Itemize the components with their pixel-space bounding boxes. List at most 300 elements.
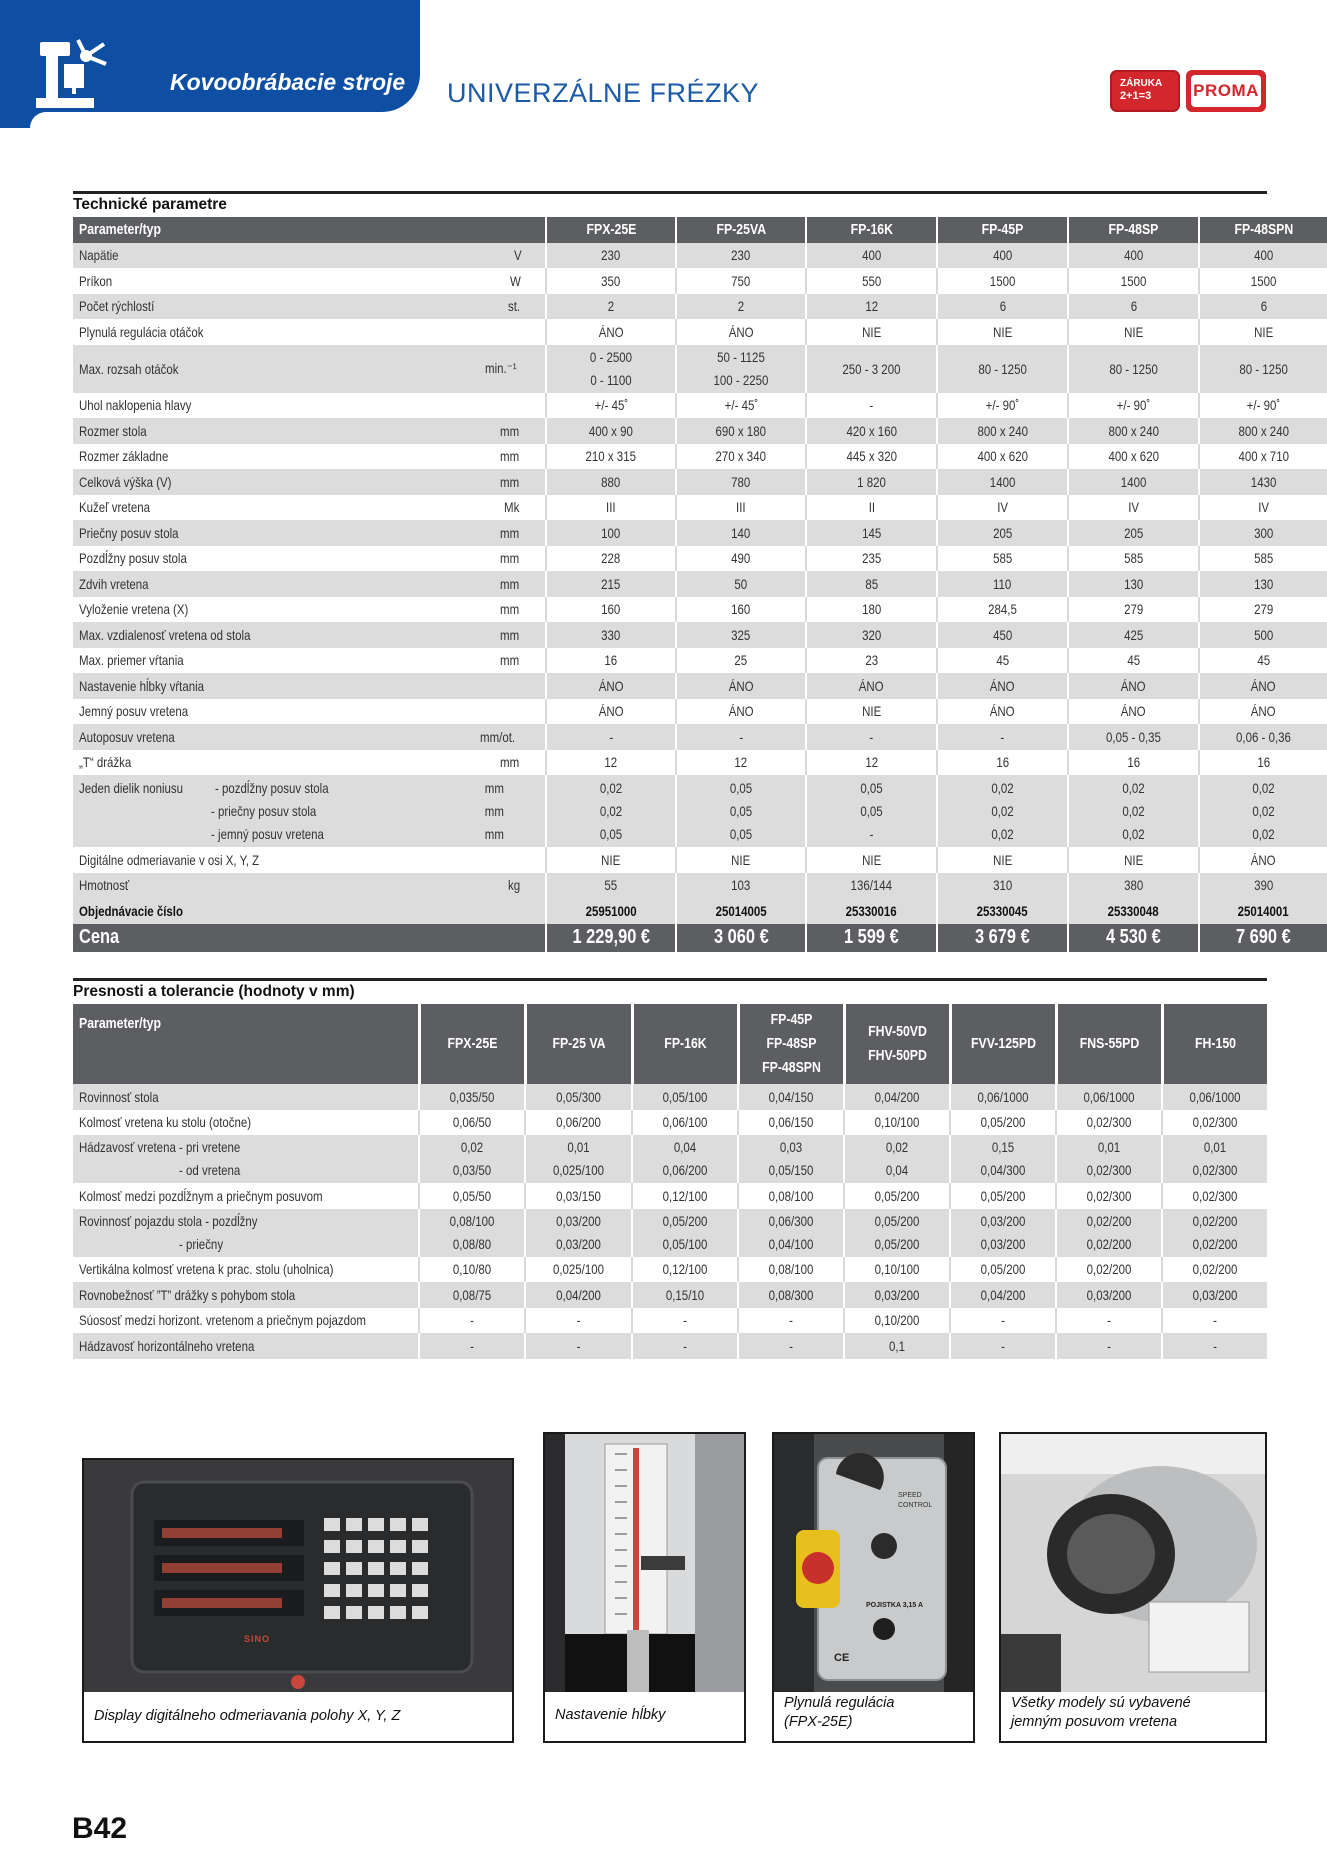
value-cell bbox=[1198, 345, 1327, 393]
value-text: 0,05 bbox=[860, 802, 883, 819]
header-param-label-text: Parameter/typ bbox=[79, 1015, 162, 1032]
table-row bbox=[73, 1110, 1267, 1136]
value-text: - bbox=[683, 1337, 687, 1354]
param-label-text: Digitálne odmeriavanie v osi X, Y, Z bbox=[79, 851, 260, 868]
value-text: 0 - 2500 bbox=[589, 348, 633, 365]
param-label bbox=[73, 775, 413, 847]
value-text: 0,05/50 bbox=[452, 1187, 492, 1204]
value-text: +/- 90˚ bbox=[985, 397, 1020, 414]
param-label bbox=[73, 1110, 418, 1136]
value-cell bbox=[737, 1183, 843, 1209]
value-cell bbox=[418, 1257, 524, 1283]
value-text: ÁNO bbox=[598, 703, 624, 720]
value-text: 400 x 620 bbox=[1108, 448, 1159, 465]
param-label bbox=[73, 648, 413, 674]
param-unit-text: mm bbox=[484, 779, 504, 796]
param-unit bbox=[413, 724, 545, 750]
value-cell bbox=[1067, 648, 1198, 674]
value-text: 0,03/200 bbox=[556, 1235, 601, 1252]
value-text: 23 bbox=[865, 652, 878, 669]
value-text: 0,12/100 bbox=[662, 1187, 708, 1204]
param-unit bbox=[413, 444, 545, 470]
param-unit-text: V bbox=[513, 247, 522, 264]
value-cell bbox=[1198, 319, 1327, 345]
value-text: 0,04/150 bbox=[768, 1088, 814, 1105]
value-cell bbox=[737, 1333, 843, 1359]
value-cell bbox=[675, 673, 805, 699]
value-cell bbox=[675, 546, 805, 572]
value-cell bbox=[1067, 243, 1198, 269]
value-text: 0,02 bbox=[1122, 779, 1145, 796]
param-unit-text: mm bbox=[499, 626, 519, 643]
param-label bbox=[73, 294, 413, 320]
param-label bbox=[73, 495, 413, 521]
value-text: 1400 bbox=[989, 473, 1016, 490]
value-cell bbox=[1067, 724, 1198, 750]
value-text: 0,06/200 bbox=[662, 1162, 708, 1178]
value-text: - bbox=[470, 1312, 474, 1329]
value-cell bbox=[1198, 294, 1327, 320]
value-text: 250 - 3 200 bbox=[842, 360, 901, 377]
value-text: - bbox=[1213, 1337, 1217, 1354]
value-cell bbox=[1198, 393, 1327, 419]
value-text: - bbox=[739, 728, 743, 745]
value-text: 750 bbox=[731, 272, 751, 289]
value-text: 585 bbox=[992, 550, 1013, 567]
value-text: ÁNO bbox=[1251, 851, 1276, 868]
model-header-text: FP-45P bbox=[770, 1011, 813, 1028]
order-number-text: 25330016 bbox=[845, 902, 898, 919]
value-cell bbox=[1198, 648, 1327, 674]
value-text: 0,10/100 bbox=[874, 1114, 920, 1131]
value-cell bbox=[545, 673, 675, 699]
value-cell bbox=[524, 1308, 631, 1334]
value-text: 0,06/100 bbox=[662, 1114, 708, 1131]
value-cell bbox=[1055, 1257, 1161, 1283]
value-text: 110 bbox=[993, 575, 1012, 592]
value-cell bbox=[631, 1282, 737, 1308]
param-label-text: Max. priemer vŕtania bbox=[79, 652, 184, 669]
value-text: 0,03/50 bbox=[452, 1162, 492, 1178]
param-label bbox=[73, 1257, 418, 1283]
param-unit bbox=[413, 469, 545, 495]
value-cell bbox=[524, 1183, 631, 1209]
param-label-text: Vyloženie vretena (X) bbox=[79, 601, 189, 618]
param-label-text: Autoposuv vretena bbox=[79, 728, 175, 745]
value-cell bbox=[1067, 393, 1198, 419]
param-label-text: Hádzavosť horizontálneho vretena bbox=[79, 1337, 255, 1354]
value-cell bbox=[1161, 1183, 1267, 1209]
value-cell bbox=[631, 1308, 737, 1334]
table-row bbox=[73, 294, 1327, 320]
value-cell bbox=[1161, 1333, 1267, 1359]
value-text: 0,02 bbox=[991, 802, 1014, 819]
value-cell bbox=[545, 319, 675, 345]
price-label bbox=[73, 924, 545, 952]
value-text: 0,06/1000 bbox=[1083, 1088, 1135, 1105]
value-cell bbox=[805, 268, 936, 294]
value-cell bbox=[1198, 243, 1327, 269]
value-text: 0,04 bbox=[673, 1139, 697, 1155]
value-text: 0,01 bbox=[567, 1139, 590, 1155]
param-label bbox=[73, 520, 413, 546]
value-text: - bbox=[1001, 1337, 1005, 1354]
value-text: 0,04/300 bbox=[980, 1162, 1026, 1178]
table-row bbox=[73, 444, 1327, 470]
value-cell bbox=[936, 243, 1067, 269]
value-cell bbox=[1198, 571, 1327, 597]
value-cell bbox=[936, 622, 1067, 648]
value-text: 180 bbox=[861, 601, 882, 618]
value-text: 0,03/200 bbox=[556, 1212, 601, 1229]
value-cell bbox=[949, 1183, 1055, 1209]
param-label-text: Rozmer základne bbox=[79, 448, 169, 465]
value-text: 0,10/80 bbox=[452, 1261, 492, 1278]
value-text: 103 bbox=[731, 877, 751, 894]
value-cell bbox=[675, 622, 805, 648]
value-text: ÁNO bbox=[1251, 703, 1276, 720]
value-text: - bbox=[869, 728, 874, 745]
value-text: - bbox=[869, 397, 874, 414]
param-unit-text: mm bbox=[499, 524, 519, 541]
price-value bbox=[1067, 924, 1198, 952]
value-cell bbox=[805, 750, 936, 776]
value-cell bbox=[545, 750, 675, 776]
value-cell bbox=[1067, 268, 1198, 294]
value-cell bbox=[936, 873, 1067, 899]
value-cell bbox=[1161, 1209, 1267, 1257]
value-cell bbox=[805, 648, 936, 674]
value-text: 0,05/200 bbox=[980, 1261, 1026, 1278]
value-cell bbox=[936, 673, 1067, 699]
value-cell bbox=[675, 469, 805, 495]
value-text: 1400 bbox=[1120, 473, 1147, 490]
table-row bbox=[73, 546, 1327, 572]
value-cell bbox=[631, 1110, 737, 1136]
table-row bbox=[73, 268, 1327, 294]
page-number: B42 bbox=[72, 1812, 128, 1845]
value-text: 12 bbox=[604, 754, 618, 771]
param-label bbox=[73, 243, 413, 269]
param-unit bbox=[413, 622, 545, 648]
value-text: 0,02/200 bbox=[1192, 1235, 1238, 1252]
value-text: 80 - 1250 bbox=[1239, 360, 1288, 377]
table-row bbox=[73, 1135, 1267, 1183]
value-cell bbox=[545, 847, 675, 873]
value-text: 0,02/300 bbox=[1086, 1114, 1132, 1131]
value-text: 0,02 bbox=[1122, 825, 1145, 842]
value-text: - bbox=[576, 1312, 581, 1329]
value-cell bbox=[1161, 1135, 1267, 1183]
value-text: 215 bbox=[601, 575, 621, 592]
price-value bbox=[805, 924, 936, 952]
value-cell bbox=[545, 571, 675, 597]
value-cell bbox=[1067, 622, 1198, 648]
value-text: 0,05/200 bbox=[874, 1235, 920, 1252]
param-label bbox=[73, 1308, 418, 1334]
value-text: 80 - 1250 bbox=[1109, 360, 1158, 377]
value-text: 0,04/200 bbox=[980, 1286, 1026, 1303]
value-cell bbox=[1067, 873, 1198, 899]
table-row bbox=[73, 597, 1327, 623]
param-label bbox=[73, 1282, 418, 1308]
value-cell bbox=[675, 268, 805, 294]
param-unit-text: mm bbox=[499, 550, 519, 567]
value-cell bbox=[805, 345, 936, 393]
value-cell bbox=[1067, 418, 1198, 444]
param-label bbox=[73, 1183, 418, 1209]
value-text: 0,06/1000 bbox=[1189, 1088, 1241, 1105]
milling-machine-icon bbox=[34, 40, 112, 112]
model-header bbox=[737, 1004, 843, 1084]
value-text: 0,05 bbox=[729, 779, 753, 796]
value-cell bbox=[675, 724, 805, 750]
value-cell bbox=[545, 495, 675, 521]
param-label bbox=[73, 1333, 418, 1359]
value-text: 0,05/150 bbox=[768, 1162, 814, 1178]
value-text: 0,02 bbox=[460, 1139, 484, 1155]
value-cell bbox=[418, 1282, 524, 1308]
value-text: 0,05 bbox=[729, 802, 753, 819]
photo-caption: Display digitálneho odmeriavania polohy X, Y, Z bbox=[94, 1708, 401, 1724]
value-text: 0,04/200 bbox=[874, 1088, 920, 1105]
param-unit-text: mm bbox=[484, 825, 504, 842]
value-cell bbox=[936, 847, 1067, 873]
value-cell bbox=[805, 294, 936, 320]
value-text: 300 bbox=[1253, 524, 1274, 541]
value-cell bbox=[737, 1110, 843, 1136]
value-cell bbox=[843, 1257, 949, 1283]
value-text: - bbox=[1213, 1312, 1217, 1329]
fuse-label: POJISTKA 3,15 A bbox=[866, 1602, 924, 1609]
value-cell bbox=[805, 444, 936, 470]
param-label bbox=[73, 597, 413, 623]
param-label-text: Počet rýchlostí bbox=[79, 298, 155, 315]
value-text: 136/144 bbox=[850, 877, 893, 894]
value-text: NIE bbox=[861, 323, 882, 340]
table-row bbox=[73, 648, 1327, 674]
value-text: 0,08/100 bbox=[449, 1212, 495, 1229]
table-row bbox=[73, 1333, 1267, 1359]
value-cell bbox=[1198, 520, 1327, 546]
model-header-text: FP-16K bbox=[664, 1035, 707, 1052]
vernier-sublabel: - jemný posuv vretena bbox=[211, 825, 324, 842]
value-cell bbox=[737, 1135, 843, 1183]
value-text: 330 bbox=[601, 626, 621, 643]
dro-display-image bbox=[84, 1460, 512, 1692]
value-text: 210 x 315 bbox=[585, 448, 637, 465]
price-value bbox=[545, 924, 675, 952]
order-number-text: 25014001 bbox=[1237, 902, 1290, 919]
value-text: 145 bbox=[861, 524, 882, 541]
param-unit-text: kg bbox=[508, 877, 521, 894]
price-value-text: 3 679 € bbox=[975, 926, 1030, 948]
param-label-text: Jemný posuv vretena bbox=[79, 703, 189, 720]
value-text: 0,06 - 0,36 bbox=[1236, 728, 1291, 745]
model-header-text: FP-48SP bbox=[766, 1035, 817, 1052]
value-cell bbox=[631, 1333, 737, 1359]
value-cell bbox=[675, 775, 805, 847]
value-text: 0,06/1000 bbox=[977, 1088, 1029, 1105]
value-text: 0,02/200 bbox=[1192, 1261, 1238, 1278]
photo-caption: Plynulá regulácia bbox=[784, 1695, 895, 1711]
value-text: ÁNO bbox=[990, 677, 1015, 694]
table-row bbox=[73, 243, 1327, 269]
value-cell bbox=[805, 622, 936, 648]
value-text: 0,05/200 bbox=[980, 1187, 1026, 1204]
order-number-text: 25330048 bbox=[1107, 902, 1160, 919]
value-cell bbox=[545, 648, 675, 674]
value-text: NIE bbox=[1123, 323, 1144, 340]
value-cell bbox=[1067, 546, 1198, 572]
model-header-text: FHV-50PD bbox=[868, 1047, 927, 1064]
value-text: 230 bbox=[601, 247, 621, 264]
value-cell bbox=[1055, 1308, 1161, 1334]
value-cell bbox=[843, 1135, 949, 1183]
header-param-label-text: Parameter/typ bbox=[79, 221, 162, 239]
photo-dro-display bbox=[82, 1458, 514, 1743]
value-text: 284,5 bbox=[988, 601, 1017, 618]
value-cell bbox=[805, 699, 936, 725]
param-label bbox=[73, 1209, 418, 1257]
photo-fine-feed bbox=[999, 1432, 1267, 1743]
param-unit bbox=[413, 750, 545, 776]
value-text: - bbox=[609, 728, 613, 745]
param-unit bbox=[413, 520, 545, 546]
value-text: 25 bbox=[734, 652, 748, 669]
value-text: 0,05/100 bbox=[662, 1088, 708, 1105]
brand-logo bbox=[1186, 70, 1266, 112]
value-cell bbox=[1055, 1333, 1161, 1359]
value-cell bbox=[1067, 319, 1198, 345]
value-cell bbox=[675, 750, 805, 776]
table-row bbox=[73, 418, 1327, 444]
param-label bbox=[73, 847, 413, 873]
value-cell bbox=[1067, 469, 1198, 495]
value-cell bbox=[843, 1308, 949, 1334]
value-cell bbox=[936, 393, 1067, 419]
param-unit-text: mm bbox=[499, 754, 519, 771]
order-number bbox=[805, 898, 936, 924]
value-cell bbox=[936, 724, 1067, 750]
param-label bbox=[73, 393, 413, 419]
value-text: 2 bbox=[607, 298, 615, 315]
value-cell bbox=[1067, 571, 1198, 597]
value-text: 0,02 bbox=[599, 802, 623, 819]
value-cell bbox=[949, 1282, 1055, 1308]
value-text: 0,02/300 bbox=[1192, 1114, 1238, 1131]
value-cell bbox=[631, 1209, 737, 1257]
value-text: 0,03/200 bbox=[980, 1235, 1026, 1252]
param-label-text: Plynulá regulácia otáčok bbox=[79, 323, 204, 340]
value-text: +/- 45˚ bbox=[724, 397, 758, 414]
value-cell bbox=[675, 597, 805, 623]
value-text: 400 bbox=[861, 247, 882, 264]
model-header-text: FH-150 bbox=[1194, 1035, 1237, 1052]
value-text: 0,03 bbox=[779, 1139, 803, 1155]
order-label bbox=[73, 898, 545, 924]
model-header bbox=[805, 217, 936, 243]
value-text: 12 bbox=[865, 754, 878, 771]
section-rule bbox=[73, 191, 1267, 194]
value-cell bbox=[524, 1135, 631, 1183]
value-cell bbox=[805, 319, 936, 345]
value-text: 0,04/200 bbox=[556, 1286, 601, 1303]
param-label bbox=[73, 1135, 418, 1183]
value-cell bbox=[1198, 469, 1327, 495]
value-text: 205 bbox=[992, 524, 1013, 541]
param-label bbox=[73, 546, 413, 572]
value-text: - bbox=[869, 825, 874, 842]
param-label-text: Hádzavosť vretena - pri vretene bbox=[79, 1139, 241, 1155]
table-row bbox=[73, 699, 1327, 725]
value-cell bbox=[1067, 597, 1198, 623]
value-text: 0,02/200 bbox=[1086, 1235, 1132, 1252]
table-row bbox=[73, 1308, 1267, 1334]
value-cell bbox=[675, 393, 805, 419]
value-cell bbox=[1067, 673, 1198, 699]
param-label bbox=[73, 1084, 418, 1110]
value-text: NIE bbox=[731, 851, 751, 868]
value-text: 350 bbox=[601, 272, 621, 289]
value-text: IV bbox=[1128, 499, 1139, 516]
value-text: 1500 bbox=[1120, 272, 1147, 289]
value-text: 0,03/150 bbox=[556, 1187, 601, 1204]
value-text: II bbox=[868, 499, 875, 516]
value-cell bbox=[843, 1333, 949, 1359]
value-text: 490 bbox=[731, 550, 751, 567]
value-text: 235 bbox=[861, 550, 882, 567]
param-unit bbox=[413, 775, 545, 847]
param-label-text: Príkon bbox=[79, 272, 113, 289]
value-text: - bbox=[1001, 1312, 1005, 1329]
order-number bbox=[1198, 898, 1327, 924]
value-text: 880 bbox=[601, 473, 621, 490]
value-text: 130 bbox=[1253, 575, 1274, 592]
param-unit bbox=[413, 319, 545, 345]
param-label-text: Celková výška (V) bbox=[79, 473, 172, 490]
param-unit bbox=[413, 571, 545, 597]
order-number bbox=[1067, 898, 1198, 924]
value-text: 0,02/200 bbox=[1086, 1212, 1132, 1229]
value-cell bbox=[936, 469, 1067, 495]
param-label bbox=[73, 571, 413, 597]
value-cell bbox=[805, 597, 936, 623]
price-value-text: 7 690 € bbox=[1236, 926, 1291, 948]
model-header bbox=[949, 1004, 1055, 1084]
param-unit bbox=[413, 847, 545, 873]
value-cell bbox=[545, 724, 675, 750]
panel-label-2: CONTROL bbox=[898, 1502, 933, 1509]
value-cell bbox=[524, 1084, 631, 1110]
value-cell bbox=[843, 1110, 949, 1136]
value-text: 0,15 bbox=[991, 1139, 1015, 1155]
value-cell bbox=[524, 1333, 631, 1359]
param-label bbox=[73, 724, 413, 750]
value-cell bbox=[418, 1209, 524, 1257]
photo-caption: (FPX-25E) bbox=[784, 1714, 853, 1730]
param-unit bbox=[413, 243, 545, 269]
value-text: ÁNO bbox=[1121, 677, 1146, 694]
model-header-text: FNS-55PD bbox=[1079, 1035, 1140, 1052]
value-text: 6 bbox=[1260, 298, 1267, 315]
photo-caption: jemným posuvom vretena bbox=[1011, 1714, 1178, 1730]
param-unit-text: min.⁻¹ bbox=[484, 360, 517, 376]
value-text: 0,03/200 bbox=[980, 1212, 1026, 1229]
value-cell bbox=[545, 243, 675, 269]
table-row bbox=[73, 750, 1327, 776]
param-unit-text: mm bbox=[499, 575, 519, 592]
